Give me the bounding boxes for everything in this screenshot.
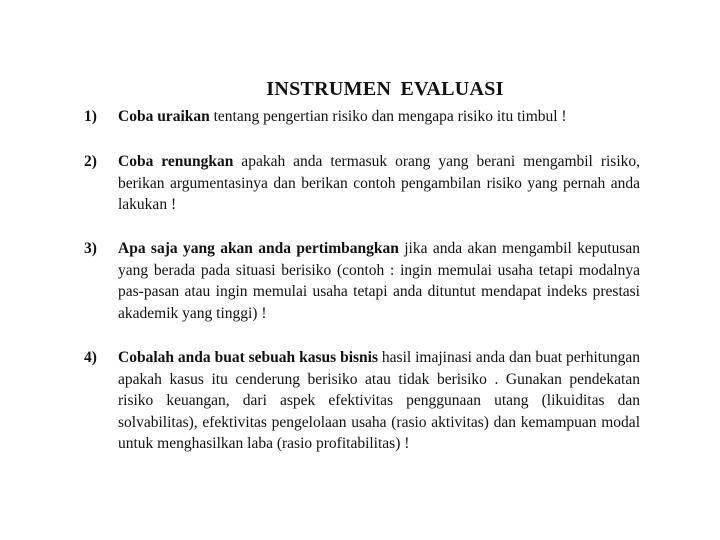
question-number: 1): [84, 108, 97, 125]
question-body: [118, 106, 640, 128]
question-lead: Coba renungkan: [118, 153, 234, 170]
question-body: [118, 151, 640, 216]
document-title: INSTRUMEN EVALUASI: [266, 78, 504, 100]
question-text: apakah anda termasuk orang yang berani mengambil risiko, berikan argumentasinya dan berikan contoh pengambilan risiko yang pernah anda lakukan !: [118, 153, 640, 213]
question-item-4: [84, 347, 640, 455]
question-body: [118, 238, 640, 324]
question-number: 3): [84, 240, 97, 257]
question-lead: Coba uraikan: [118, 108, 210, 125]
question-item-3: [84, 238, 640, 324]
question-text: tentang pengertian risiko dan mengapa risiko itu timbul !: [209, 108, 567, 125]
question-number: 2): [84, 153, 97, 170]
question-item-1: [84, 106, 640, 128]
question-text: hasil imajinasi anda dan buat perhitungan apakah kasus itu cenderung berisiko atau tidak berisiko . Gunakan pendekatan risiko keuangan, dari aspek efektivitas penggunaan utang (likuiditas dan solvabilitas), efektivitas pengelolaan usaha (rasio aktivitas) dan kemampuan modal untuk menghasilkan laba (rasio profitabilitas) !: [118, 349, 640, 452]
question-body: [118, 347, 640, 455]
question-lead: Apa saja yang akan anda pertimbangkan: [118, 240, 399, 257]
question-text: jika anda akan mengambil keputusan yang berada pada situasi berisiko (contoh : ingin memulai usaha tetapi modalnya pas-pasan atau ingin memulai usaha tetapi anda dituntut mendapat indeks prestasi akademik yang tinggi) !: [118, 240, 640, 322]
question-item-2: [84, 151, 640, 216]
question-number: 4): [84, 349, 97, 366]
question-lead: Cobalah anda buat sebuah kasus bisnis: [118, 349, 378, 366]
